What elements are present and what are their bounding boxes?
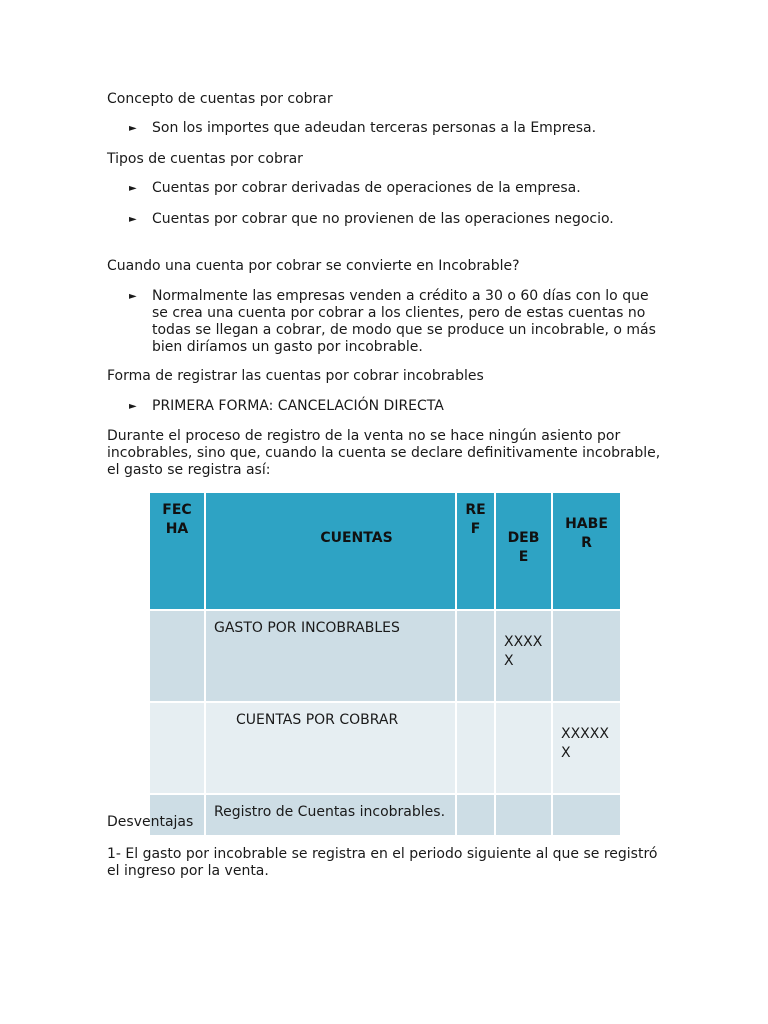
header-ref: RE F bbox=[456, 492, 495, 610]
cell-debe bbox=[495, 794, 552, 836]
header-debe: DEB E bbox=[495, 492, 552, 610]
header-haber: HABE R bbox=[552, 492, 621, 610]
table-header-row bbox=[149, 492, 621, 610]
header-fecha: FEC HA bbox=[149, 492, 205, 610]
cell-cuenta: Registro de Cuentas incobrables. bbox=[205, 794, 456, 836]
cell-cuenta: GASTO POR INCOBRABLES bbox=[205, 610, 456, 702]
cell-haber bbox=[552, 794, 621, 836]
heading-tipos: Tipos de cuentas por cobrar bbox=[107, 151, 303, 167]
cell-fecha bbox=[149, 702, 205, 794]
heading-concepto: Concepto de cuentas por cobrar bbox=[107, 91, 333, 107]
bullet-arrow-icon: ► bbox=[129, 401, 137, 412]
bullet-arrow-icon: ► bbox=[129, 291, 137, 302]
paragraph-durante: Durante el proceso de registro de la venta no se hace ningún asiento por incobrables, sino que, cuando la cuenta se declare definitivamente incobrable, el gasto se registra así: bbox=[107, 428, 661, 478]
paragraph-desventaja-1: 1- El gasto por incobrable se registra en el periodo siguiente al que se registró el ingreso por la venta. bbox=[107, 846, 658, 879]
bullet-arrow-icon: ► bbox=[129, 214, 137, 225]
cell-haber: XXXXX X bbox=[552, 702, 621, 794]
cell-fecha bbox=[149, 610, 205, 702]
cell-ref bbox=[456, 610, 495, 702]
cell-cuenta: CUENTAS POR COBRAR bbox=[205, 702, 456, 794]
bullet-arrow-icon: ► bbox=[129, 183, 137, 194]
table-row bbox=[149, 702, 621, 794]
cell-ref bbox=[456, 702, 495, 794]
cell-haber bbox=[552, 610, 621, 702]
table-row bbox=[149, 610, 621, 702]
bullet-arrow-icon: ► bbox=[129, 123, 137, 134]
heading-incobrable: Cuando una cuenta por cobrar se convierte en Incobrable? bbox=[107, 258, 520, 274]
cell-ref bbox=[456, 794, 495, 836]
header-cuentas: CUENTAS bbox=[205, 492, 456, 610]
heading-forma: Forma de registrar las cuentas por cobrar incobrables bbox=[107, 368, 484, 384]
heading-desventajas: Desventajas bbox=[107, 814, 194, 830]
cell-debe: XXXX X bbox=[495, 610, 552, 702]
table-row bbox=[149, 794, 621, 836]
cell-debe bbox=[495, 702, 552, 794]
journal-entry-table bbox=[148, 491, 622, 837]
